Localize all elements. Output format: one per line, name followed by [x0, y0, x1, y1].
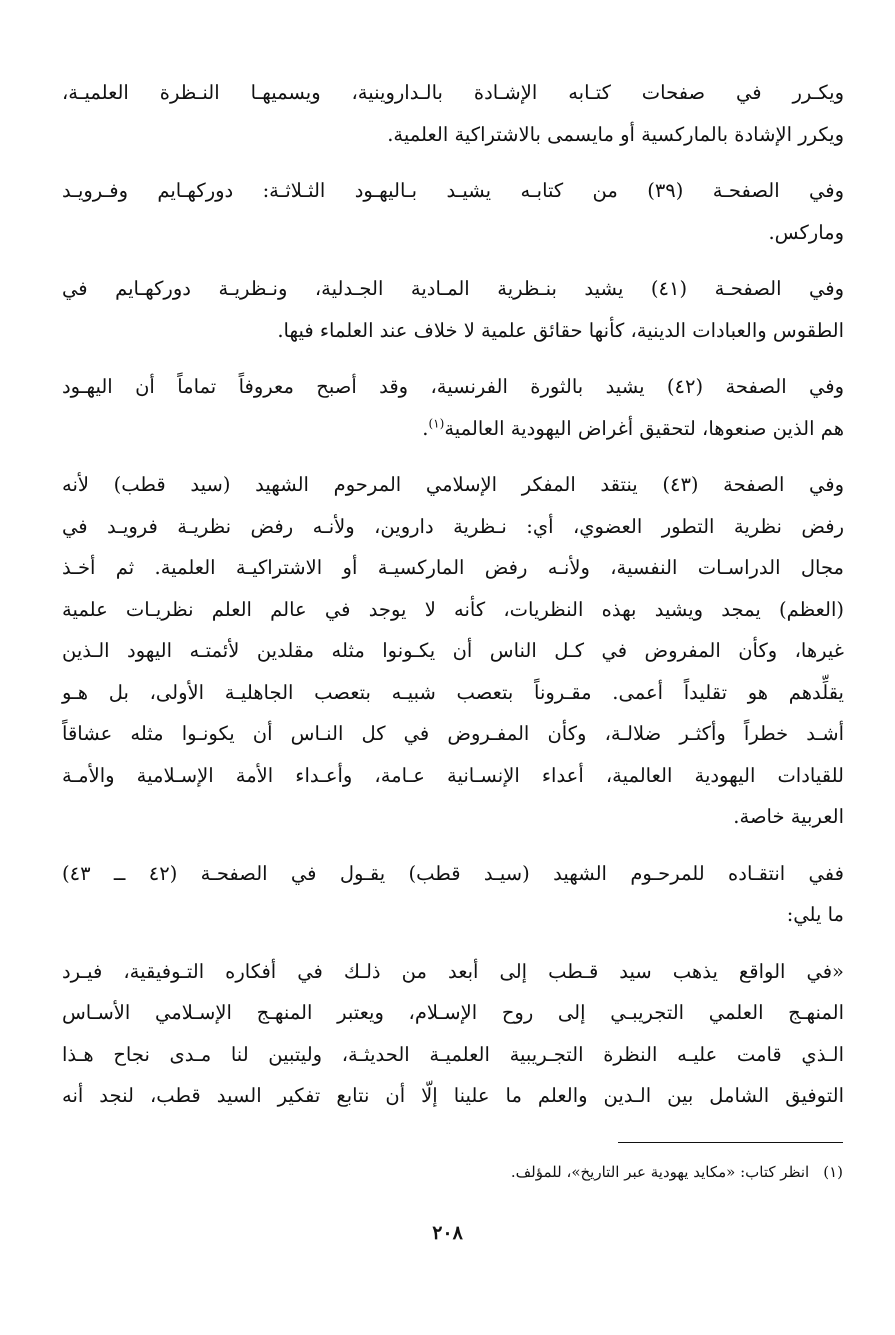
text-line: «في الواقع يذهب سيد قـطب إلى أبعد من ذلـك في أفكاره التـوفيقية، فيـرد	[62, 959, 844, 983]
text-segment: هم الذين صنعوها، لتحقيق أغراض اليهودية العالمية	[444, 416, 844, 440]
footnote-text: انظر كتاب: «مكايد يهودية عبر التاريخ»، للمؤلف.	[510, 1163, 810, 1181]
text-line: المنهـج العلمي التجريبـي إلى روح الإسـلام، ويعتبر المنهـج الإسـلامي الأسـاس	[62, 1001, 844, 1024]
text-line: العربية خاصة.	[733, 805, 844, 828]
footnote	[143, 1160, 843, 1184]
text-line: مجال الدراسـات النفسية، ولأنـه رفض الماركسيـة أو الاشتراكيـة العلمية. ثم أخـذ	[62, 556, 844, 579]
paragraph-7-quotation	[62, 951, 844, 1117]
text-line: أشـد خطراً وأكثـر ضلالـة، وكأن المفـروض في كل النـاس أن يكونـوا مثله عشاقاً	[62, 722, 844, 745]
page-number: ٢٠٨	[432, 1222, 463, 1244]
text-line: غيرها، وكأن المفروض في كـل الناس أن يكـونوا مثله مقلدين لأئمتـه اليهود الـذين	[62, 639, 844, 662]
paragraph-4	[62, 366, 844, 449]
text-line: وماركس.	[768, 220, 844, 244]
text-line: رفض نظرية التطور العضوي، أي: نـظرية داروين، ولأنـه رفض نظريـة فرويـد في	[62, 514, 844, 538]
text-line: ففي انتقـاده للمرحـوم الشهيد (سيـد قطب) يقـول في الصفحـة (٤٢ ــ ٤٣)	[62, 861, 844, 885]
text-line: وفي الصفحة (٤٢) يشيد بالثورة الفرنسية، وقد أصبح معروفاً تماماً أن اليهـود	[62, 375, 845, 398]
paragraph-5	[62, 464, 844, 838]
text-line: (العظم) يمجد ويشيد بهذه النظريات، كأنه لا يوجد في عالم العلم نظريـات علمية	[62, 597, 844, 621]
text-line: وفي الصفحـة (٣٩) من كتابـه يشيـد بـاليهـود الثـلاثـة: دوركهـايم وفـرويـد	[62, 179, 844, 202]
text-line: الـذي قامت عليـه النظرة التجـريبية العلميـة الحديثـة، وليتبين لنا مـدى نجاح هـذا	[62, 1042, 844, 1066]
text-line: ويكـرر في صفحات كتـابه الإشـادة بالـداروينية، ويسميهـا النـظرة العلميـة،	[62, 81, 844, 104]
text-line: وفي الصفحة (٤٣) ينتقد المفكر الإسلامي المرحوم الشهيد (سيد قطب) لأنه	[62, 473, 845, 496]
text-line: يقلِّدهم هو تقليداً أعمى. مقـروناً بتعصب شبيـه بتعصب الجاهليـة الأولى، بل هـو	[62, 680, 844, 704]
paragraph-1	[62, 72, 844, 155]
text-segment: .	[422, 416, 429, 440]
text-line: ما يلي:	[786, 903, 844, 926]
footnote-number: (١)	[823, 1163, 843, 1181]
text-line: الطقوس والعبادات الدينية، كأنها حقائق علمية لا خلاف عند العلماء فيها.	[277, 318, 844, 342]
footnote-separator	[618, 1142, 843, 1143]
footnote-reference: (١)	[428, 416, 445, 430]
text-line	[62, 408, 844, 450]
text-line: وفي الصفحـة (٤١) يشيد بنـظرية المـادية الجـدلية، ونـظريـة دوركهـايم في	[62, 277, 844, 300]
paragraph-2	[62, 170, 844, 253]
text-line: ويكرر الإشادة بالماركسية أو مايسمى بالاشتراكية العلمية.	[387, 122, 844, 146]
page-body	[62, 72, 844, 1132]
text-line: للقيادات اليهودية العالمية، أعداء الإنسـانية عـامة، وأعـداء الأمة الإسـلامية والأمـة	[62, 763, 844, 787]
paragraph-6	[62, 853, 844, 936]
paragraph-3	[62, 268, 844, 351]
text-line: التوفيق الشامل بين الـدين والعلم ما علينا إلّا أن نتابع تفكير السيد قطب، لنجد أنه	[62, 1084, 844, 1107]
